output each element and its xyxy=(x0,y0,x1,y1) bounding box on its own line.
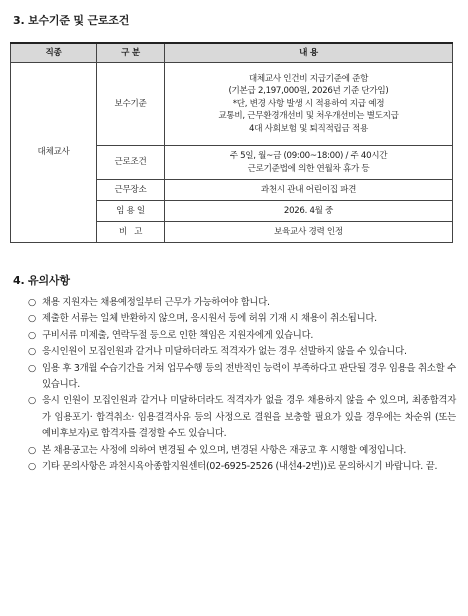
note-text: 응시 인원이 모집인원과 같거나 미달하더라도 적격자가 없을 경우 채용하지 않을 수 있으며, 최종합격자가 임용포기· 합격취소· 임용결격사유 등의 사정으로 결원을 보충할 필요가 있을 경우에는 차순위 (또는 예비후보자)로 합격자를 결정할 수도 있습니다. xyxy=(42,395,456,440)
content-line: 대체교사 인건비 지급기준에 준함 xyxy=(248,73,369,84)
circle-bullet-icon: ○ xyxy=(28,313,36,325)
circle-bullet-icon: ○ xyxy=(28,346,36,358)
list-item xyxy=(28,328,456,344)
note-text: 응시인원이 모집인원과 같거나 미달하더라도 적격자가 없는 경우 선발하지 않을 수 있습니다. xyxy=(42,346,407,358)
list-item xyxy=(28,295,456,311)
content-line: 4대 사회보험 및 퇴직적립금 적용 xyxy=(249,123,368,134)
note-text: 채용 지원자는 채용예정일부터 근무가 가능하여야 합니다. xyxy=(42,297,270,308)
content-line: 주 5일, 월~금 (09:00~18:00) / 주 40시간 xyxy=(229,151,388,161)
circle-bullet-icon: ○ xyxy=(28,461,36,473)
content-line: 근로기준법에 의한 연월차 휴가 등 xyxy=(247,163,370,174)
circle-bullet-icon: ○ xyxy=(28,362,36,374)
circle-bullet-icon: ○ xyxy=(28,297,36,308)
job-cell: 대체교사 xyxy=(11,63,97,243)
content-line: 교통비, 근무환경개선비 및 처우개선비는 별도지급 xyxy=(218,111,399,122)
note-text: 구비서류 미제출, 연락두절 등으로 인한 책임은 지원자에게 있습니다. xyxy=(42,329,314,341)
row-content xyxy=(165,146,453,180)
circle-bullet-icon: ○ xyxy=(28,444,36,456)
note-text: 제출한 서류는 일체 반환하지 않으며, 응시원서 등에 허위 기재 시 채용이 취소됩니다. xyxy=(42,313,377,325)
table-header-row xyxy=(11,43,453,63)
circle-bullet-icon: ○ xyxy=(28,395,36,407)
row-content: 보육교사 경력 인정 xyxy=(165,222,453,243)
section4-title: 4. 유의사항 xyxy=(13,274,70,287)
note-text: 기타 문의사항은 과천시육아종합지원센터(02-6925-2526 (내선4-2번))로 문의하시기 바랍니다. 끝. xyxy=(42,461,438,473)
list-item xyxy=(28,443,456,459)
list-item xyxy=(28,393,456,442)
row-label: 보수기준 xyxy=(97,63,165,146)
list-item xyxy=(28,361,456,394)
list-item xyxy=(28,344,456,360)
section3-title: 3. 보수기준 및 근로조건 xyxy=(13,14,130,27)
note-text: 임용 후 3개월 수습기간을 거쳐 업무수행 등의 전반적인 능력이 부족하다고 판단될 경우 임용을 취소할 수 있습니다. xyxy=(42,362,456,391)
list-item xyxy=(28,311,456,327)
row-label: 비 고 xyxy=(97,222,165,243)
row-label: 임 용 일 xyxy=(97,201,165,222)
working-conditions-table xyxy=(10,42,453,243)
table-row xyxy=(11,63,453,146)
row-label: 근무장소 xyxy=(97,180,165,201)
header-content: 내 용 xyxy=(165,43,453,63)
header-category: 구 분 xyxy=(97,43,165,63)
content-line: (기본급 2,197,000원, 2026년 기준 단가임) xyxy=(228,86,389,97)
row-label: 근로조건 xyxy=(97,146,165,180)
row-content: 과천시 관내 어린이집 파견 xyxy=(165,180,453,201)
header-job: 직종 xyxy=(11,43,97,63)
row-content xyxy=(165,63,453,146)
circle-bullet-icon: ○ xyxy=(28,329,36,341)
row-content: 2026. 4월 중 xyxy=(165,201,453,222)
list-item xyxy=(28,459,456,475)
notes-list xyxy=(28,295,456,475)
note-text: 본 채용공고는 사정에 의하여 변경될 수 있으며, 변경된 사항은 재공고 후 시행할 예정입니다. xyxy=(42,444,407,456)
content-line: *단, 변경 사항 발생 시 적용하여 지급 예정 xyxy=(232,98,385,109)
